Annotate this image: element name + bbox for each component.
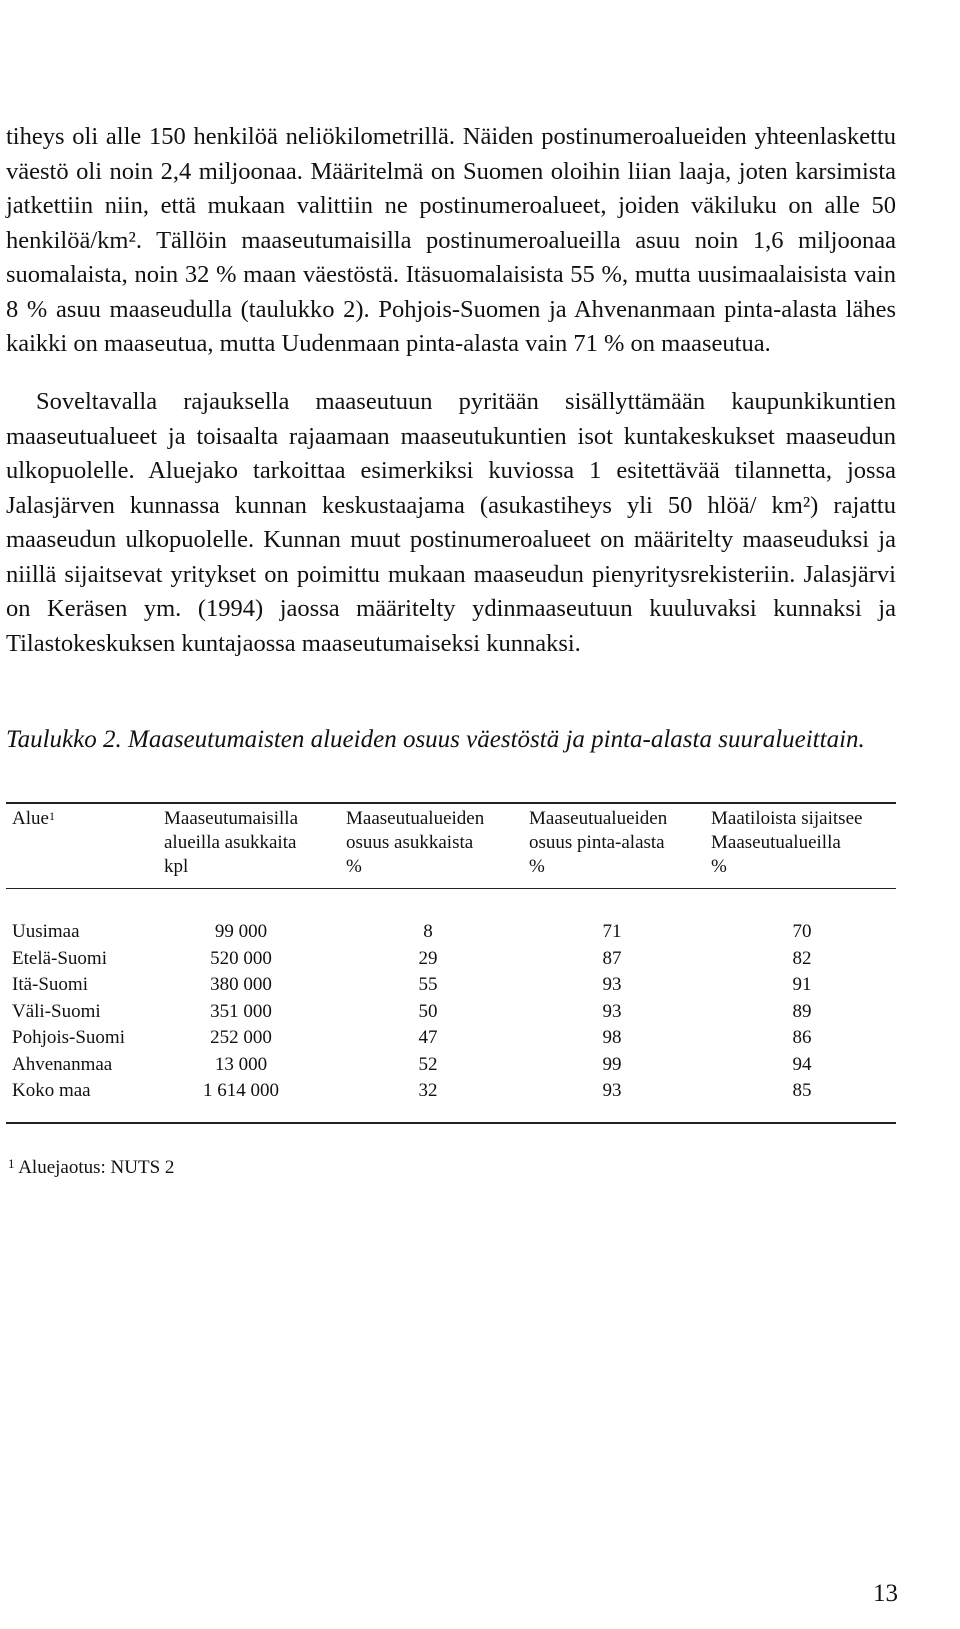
table-cell-farms-share: 94 xyxy=(792,1053,812,1075)
table-cell-region: Väli-Suomi xyxy=(12,1000,101,1022)
table-cell-residents: 1 614 000 xyxy=(203,1080,279,1101)
table-cell-farms-share: 86 xyxy=(792,1027,812,1048)
table-header-rule xyxy=(6,888,896,889)
footnote: $^1$ Aluejaotus: NUTS 2 xyxy=(8,1156,175,1178)
table-top-rule xyxy=(6,802,896,804)
table-cell-region: Etelä-Suomi xyxy=(12,947,107,969)
table-header-farms-share: Maatiloista sijaitsee Maaseutualueilla % xyxy=(711,808,863,877)
table-cell-residents: 13 000 xyxy=(214,1053,268,1075)
table-bottom-rule xyxy=(6,1122,896,1124)
table-cell-area-share: 93 xyxy=(602,1000,622,1022)
table-header-residents: Maaseutumaisilla alueilla asukkaita kpl xyxy=(164,808,299,877)
table-cell-population-share: 32 xyxy=(418,1080,438,1101)
table-header-area-share: Maaseutualueiden osuus pinta-alasta % xyxy=(529,808,668,877)
table-cell-residents: 520 000 xyxy=(210,947,272,969)
table-cell-farms-share: 85 xyxy=(792,1080,812,1101)
table-cell-area-share: 98 xyxy=(602,1027,622,1048)
table-cell-population-share: 52 xyxy=(418,1053,438,1075)
table-cell-region: Pohjois-Suomi xyxy=(12,1027,125,1048)
table-cell-population-share: 29 xyxy=(418,947,438,969)
table-cell-region: Itä-Suomi xyxy=(12,974,88,995)
table-cell-region: Koko maa xyxy=(12,1080,91,1101)
table-cell-residents: 380 000 xyxy=(210,974,272,995)
footnote-marker: 1 xyxy=(48,809,55,823)
table-header-population-share: Maaseutualueiden osuus asukkaista % xyxy=(346,808,485,877)
table-cell-area-share: 71 xyxy=(602,921,622,942)
table-cell-area-share: 93 xyxy=(602,1080,622,1101)
table-cell-farms-share: 82 xyxy=(792,947,812,969)
body-paragraph-1: tiheys oli alle 150 henkilöä neliökilometrillä. Näiden postinumeroalueiden yhteenlaskettu väestö oli noin 2,4 miljoonaa. Määritelmä on Suomen oloihin liian laaja, joten karsimista jatkettiin niin, että mukaan valittiin ne postinumeroalueet, joiden väkiluku on alle 50 henkilöä/km². Tällöin maaseutumaisilla postinumeroalueilla asuu noin 1,6 miljoonaa suomalaista, noin 32 % maan väestöstä. Itäsuomalaisista 55 %, mutta uusimaalaisista vain 8 % asuu maaseudulla (taulukko 2). Pohjois-Suomen ja Ahvenanmaan pinta-alasta lähes kaikki on maaseutua, mutta Uudenmaan pinta-alasta vain 71 % on maaseutua. xyxy=(6,123,896,357)
table-caption: Taulukko 2. Maaseutumaisten alueiden osuus väestöstä ja pinta-alasta suuralueittain. xyxy=(6,726,865,753)
table-cell-population-share: 47 xyxy=(418,1027,438,1048)
table-cell-farms-share: 89 xyxy=(792,1000,812,1022)
table-cell-population-share: 8 xyxy=(423,921,433,942)
table-cell-region: Uusimaa xyxy=(12,921,80,942)
table-cell-farms-share: 70 xyxy=(792,921,812,942)
table-cell-region: Ahvenanmaa xyxy=(12,1053,113,1075)
body-paragraph-2: Soveltavalla rajauksella maaseutuun pyritään sisällyttämään kaupunkikuntien maaseutualueet ja toisaalta rajaamaan maaseutukuntien isot kuntakeskukset maaseudun ulkopuolelle. Aluejako tarkoittaa esimerkiksi kuviossa 1 esitettävää tilannetta, jossa Jalasjärven kunnassa kunnan keskustaajama (asukastiheys yli 50 hlöä/ km²) rajattu maaseudun ulkopuolelle. Kunnan muut postinumeroalueet on määritelty maaseuduksi ja niillä sijaitsevat yritykset on poimittu mukaan maaseudun pienyritysrekisteriin. Jalasjärvi on Keräsen ym. (1994) jaossa määritelty ydinmaaseutuun kuuluvaksi kunnaksi ja Tilastokeskuksen kuntajaossa maaseutumaiseksi kunnaksi. xyxy=(6,388,896,657)
table-cell-area-share: 99 xyxy=(602,1053,622,1075)
table-cell-farms-share: 91 xyxy=(792,974,812,995)
table-cell-residents: 99 000 xyxy=(214,921,268,942)
table-cell-area-share: 87 xyxy=(602,947,622,969)
table-cell-residents: 252 000 xyxy=(210,1027,272,1048)
table-header-region: Alue$^1$ xyxy=(12,808,55,829)
table-cell-population-share: 50 xyxy=(418,1000,438,1022)
table-cell-area-share: 93 xyxy=(602,974,622,995)
table-cell-population-share: 55 xyxy=(418,974,438,995)
table-cell-residents: 351 000 xyxy=(210,1000,272,1022)
page-number: 13 xyxy=(873,1580,898,1607)
